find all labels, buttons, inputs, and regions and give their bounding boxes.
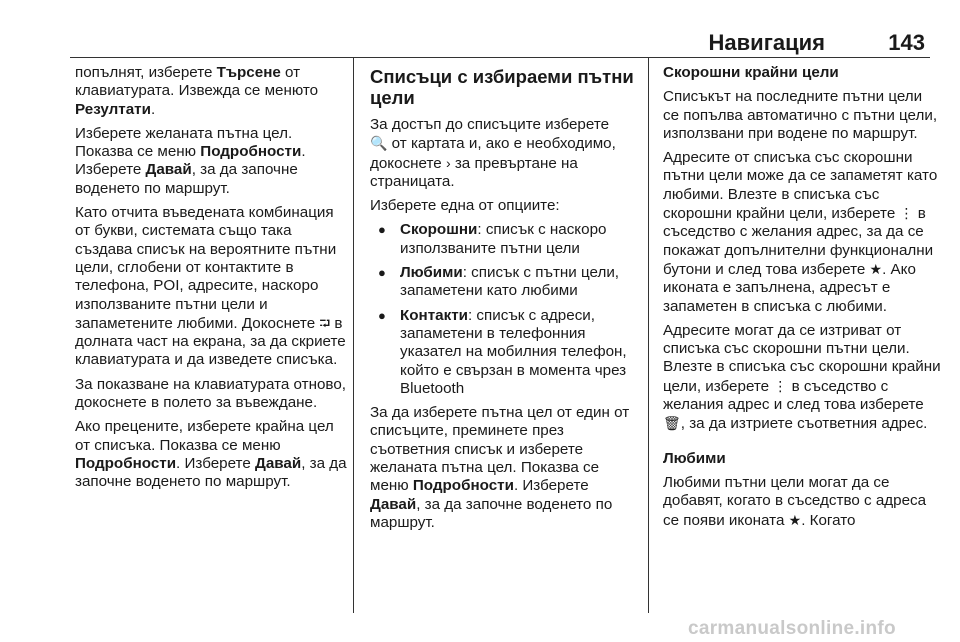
bullet: ● (378, 307, 386, 323)
column-divider-2 (648, 58, 649, 613)
paragraph: Изберете една от опциите: (370, 197, 560, 215)
list-item: ● Контакти: списък с адреси, запаметени в телефонния указател на мобилния телефон, който е свързан в момента чрез Bluetooth (378, 306, 627, 397)
paragraph: Ако прецените, изберете крайна цел от списъка. Показва се меню Подробности. Изберете Давай, за да започне воденето по маршрут. (75, 418, 347, 491)
spacer (663, 440, 941, 450)
star-icon: ★ (788, 511, 802, 528)
paragraph: Адресите от списъка със скорошни пътни цели може да се запаметят като любими. Влезте в списъка със скорошни крайни цели, изберете ⋮ в съседство с желания адрес, за да се покажат допълнителни функционални бутони и след това изберете ★. Ако иконата е запълнена, адресът е запаметен в списъка с любими. (663, 149, 938, 315)
page-header (70, 30, 925, 56)
column-divider-1 (353, 58, 354, 613)
subheading-favorites: Любими (663, 449, 726, 467)
section-title: Навигация (708, 30, 825, 55)
watermark: carmanualsonline.info (688, 618, 896, 639)
column-1 (75, 64, 347, 498)
search-icon: 🔍 (370, 135, 388, 152)
list-item: ● Любими: списък с пътни цели, запаметени като любими (378, 264, 620, 300)
star-icon: ★ (869, 260, 883, 277)
keyboard-hide-icon: ⮒ (319, 314, 331, 331)
menu-dots-icon: ⋮ (773, 377, 788, 394)
paragraph: Като отчита въведената комбинация от букви, системата също така създава списък на вероятните пътни цели, сглобени от контактите в телефона, POI, адресите, наскоро използваните пътни цели и запаметените любими. Докоснете ⮒ в долната част на екрана, за да скриете клавиатурата и да изведете списъка. (75, 204, 346, 369)
section-heading: Списъци с избираеми пътни цели (370, 66, 634, 108)
paragraph: Изберете желаната пътна цел. Показва се меню Подробности. Изберете Давай, за да започне воденето по маршрут. (75, 124, 306, 197)
paragraph: За показване на клавиатурата отново, докоснете в полето за въвеждане. (75, 375, 346, 412)
options-list (370, 221, 640, 398)
paragraph: За достъп до списъците изберете 🔍 от картата и, ако е необходимо, докоснете › за превъртане на страницата. (370, 116, 616, 190)
column-2 (370, 64, 640, 538)
column-3 (663, 64, 941, 536)
trash-icon: 🗑 (663, 415, 681, 432)
header-rule (70, 57, 930, 58)
page-number: 143 (888, 30, 925, 55)
paragraph: За да изберете пътна цел от един от списъците, преминете през съответния списък и изберете желаната пътна цел. Показва се меню Подробности. Изберете Давай, за да започне воденето по маршрут. (370, 404, 630, 531)
paragraph: Адресите могат да се изтриват от списъка със скорошни пътни цели. Влезте в списъка със скорошни крайни цели, изберете ⋮ в съседство с желания адрес и след това изберете 🗑, за да изтриете съответния адрес. (663, 321, 941, 433)
menu-dots-icon: ⋮ (899, 205, 914, 222)
chevron-right-icon: › (445, 154, 451, 171)
paragraph: попълнят, изберете Търсене от клавиатурата. Извежда се менюто Резултати. (75, 64, 319, 118)
bullet: ● (378, 265, 386, 281)
bullet: ● (378, 222, 386, 238)
subheading-recent: Скорошни крайни цели (663, 64, 839, 81)
paragraph: Списъкът на последните пътни цели се попълва автоматично с пътни цели, използвани при водене по маршрут. (663, 88, 938, 142)
list-item: ● Скорошни: списък с наскоро използваните пътни цели (378, 221, 607, 257)
paragraph: Любими пътни цели могат да се добавят, когато в съседство с адреса се появи иконата ★. Когато (663, 473, 927, 529)
